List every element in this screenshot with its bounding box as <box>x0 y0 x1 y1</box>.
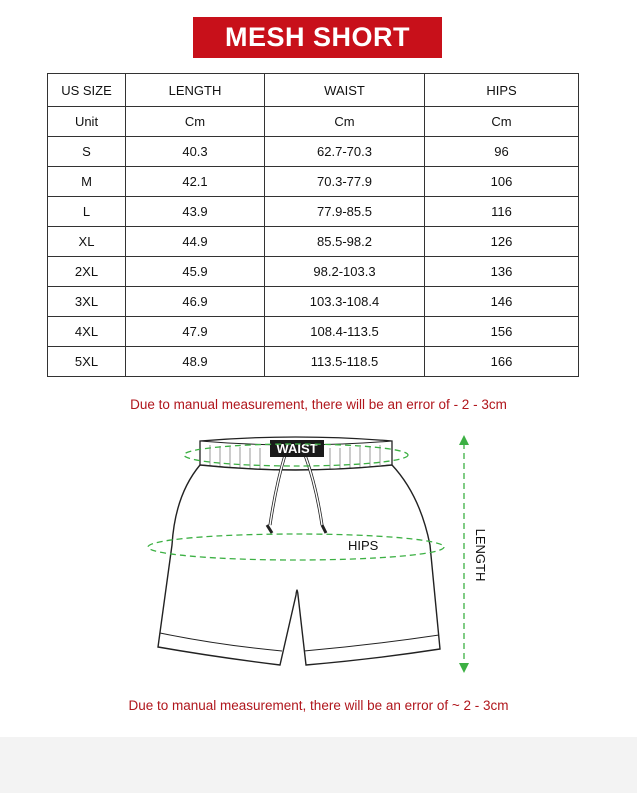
table-cell: 47.9 <box>126 317 265 347</box>
shorts-diagram <box>0 425 637 695</box>
table-cell: 126 <box>425 227 579 257</box>
waist-label: WAIST <box>276 441 318 456</box>
header-length: LENGTH <box>126 74 265 107</box>
table-cell: 156 <box>425 317 579 347</box>
table-cell: 48.9 <box>126 347 265 377</box>
table-row <box>48 137 579 167</box>
table-row <box>48 167 579 197</box>
shorts-body <box>158 465 440 665</box>
size-chart-table <box>47 73 579 377</box>
page-title: MESH SHORT <box>193 17 442 58</box>
table-cell: 146 <box>425 287 579 317</box>
table-cell: 96 <box>425 137 579 167</box>
table-cell: Cm <box>425 107 579 137</box>
table-cell: Unit <box>48 107 126 137</box>
table-cell: M <box>48 167 126 197</box>
measurement-error-note-bottom: Due to manual measurement, there will be an error of ~ 2 - 3cm <box>128 698 509 713</box>
length-arrow-up-icon <box>459 435 469 445</box>
table-cell: 116 <box>425 197 579 227</box>
table-cell: 5XL <box>48 347 126 377</box>
table-cell: 62.7-70.3 <box>265 137 425 167</box>
header-us-size: US SIZE <box>48 74 126 107</box>
table-cell: 43.9 <box>126 197 265 227</box>
table-cell: 103.3-108.4 <box>265 287 425 317</box>
table-cell: 2XL <box>48 257 126 287</box>
table-cell: Cm <box>126 107 265 137</box>
table-cell: 166 <box>425 347 579 377</box>
table-cell: 44.9 <box>126 227 265 257</box>
table-row <box>48 257 579 287</box>
table-cell: 3XL <box>48 287 126 317</box>
table-row <box>48 347 579 377</box>
table-cell: 106 <box>425 167 579 197</box>
table-cell: 98.2-103.3 <box>265 257 425 287</box>
length-arrow-down-icon <box>459 663 469 673</box>
table-cell: 4XL <box>48 317 126 347</box>
table-cell: 70.3-77.9 <box>265 167 425 197</box>
table-cell: 85.5-98.2 <box>265 227 425 257</box>
table-row <box>48 197 579 227</box>
table-cell: 113.5-118.5 <box>265 347 425 377</box>
table-cell: 46.9 <box>126 287 265 317</box>
hips-label: HIPS <box>348 538 379 553</box>
table-cell: XL <box>48 227 126 257</box>
measurement-error-note-top: Due to manual measurement, there will be an error of - 2 - 3cm <box>130 397 507 412</box>
table-row <box>48 287 579 317</box>
header-hips: HIPS <box>425 74 579 107</box>
unit-row <box>48 107 579 137</box>
table-cell: S <box>48 137 126 167</box>
table-cell: 45.9 <box>126 257 265 287</box>
table-cell: 42.1 <box>126 167 265 197</box>
table-cell: 77.9-85.5 <box>265 197 425 227</box>
table-cell: 136 <box>425 257 579 287</box>
table-cell: L <box>48 197 126 227</box>
table-row <box>48 317 579 347</box>
length-label: LENGTH <box>473 528 488 582</box>
table-header-row <box>48 74 579 107</box>
header-waist: WAIST <box>265 74 425 107</box>
table-cell: 108.4-113.5 <box>265 317 425 347</box>
footer-band <box>0 737 637 793</box>
table-cell: 40.3 <box>126 137 265 167</box>
table-cell: Cm <box>265 107 425 137</box>
table-row <box>48 227 579 257</box>
